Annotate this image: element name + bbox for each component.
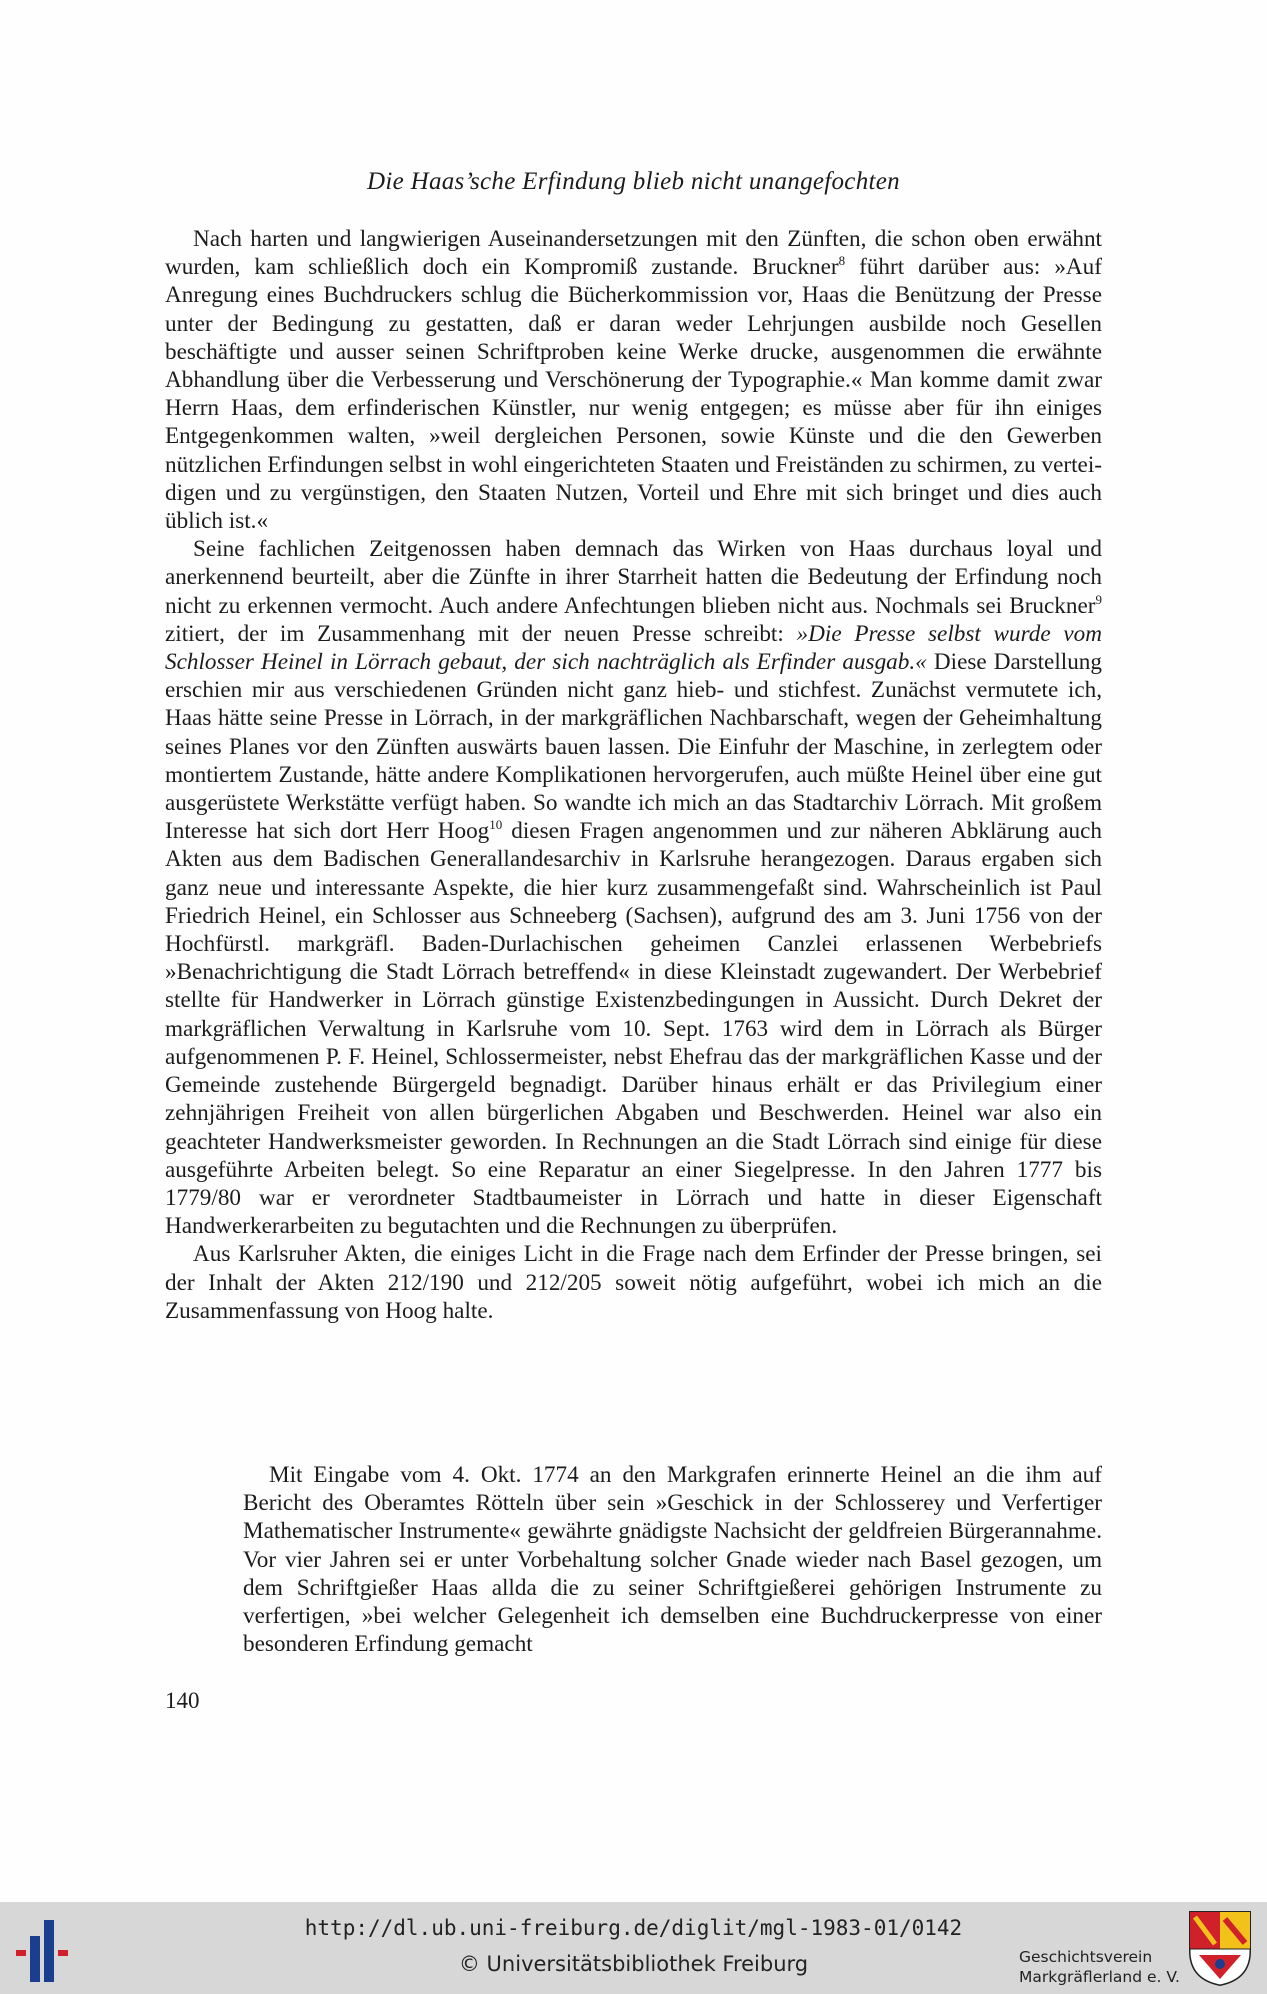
body-text <box>165 225 1102 1325</box>
paragraph-1 <box>165 225 1102 535</box>
page-number: 140 <box>165 1688 200 1713</box>
footnote-ref-9[interactable]: 9 <box>1095 591 1102 607</box>
paragraph-2 <box>165 535 1102 1240</box>
footnote-ref-10[interactable]: 10 <box>489 817 503 833</box>
text-run: Diese Darstellung erschien mir aus verschiedenen Gründen nicht ganz hieb- und stichfest. Zunächst vermutete ich, Haas hätte seine Presse in Lörrach, in der markgräflichen Nachbarschaft, wegen der Geheimhaltung seines Planes vor den Zünften auswärts bauen lassen. Die Einfuhr der Maschine, in zerlegtem oder montiertem Zustande, hätte andere Komplikationen hervorgerufen, auch müßte Heinel über eine gut ausgerüstete Werkstätte verfügt haben. So wandte ich mich an das Stadtarchiv Lörrach. Mit großem Interesse hat sich dort Herr Hoog <box>165 649 1102 845</box>
society-line-1: Geschichtsverein <box>1019 1948 1153 1966</box>
text-run: diesen Fragen angenommen und zur näheren Abklärung auch Akten aus dem Badischen Generallandesarchiv in Karlsruhe herangezogen. Daraus ergaben sich ganz neue und interessante Aspekte, die hier kurz zusammengefaßt sind. Wahrscheinlich ist Paul Friedrich Heinel, ein Schlosser aus Schneeberg (Sachsen), aufgrund des am 3. Juni 1756 von der Hochfürstl. markgräfl. Baden-Durlachischen geheimen Canzlei erlassenen Werbebriefs »Benachrichtigung die Stadt Lörrach betreffend« in diese Kleinstadt zugewandert. Der Werbebrief stellte für Handwerker in Lörrach günstige Existenzbedingungen in Aussicht. Durch Dekret der markgräflichen Verwaltung in Karlsruhe vom 10. Sept. 1763 wird dem in Lörrach als Bürger aufgenommenen P. F. Heinel, Schlossermeister, nebst Ehefrau das der markgräflichen Kasse und der Gemeinde zustehende Bürgergeld begnadigt. Darüber hinaus erhält er das Privilegium einer zehnjährigen Freiheit von allen bürgerlichen Abgaben und Beschwerden. Heinel war also ein geachteter Handwerksmeister geworden. In Rechnungen an die Stadt Lörrach sind einige für diese ausgeführte Arbeiten belegt. So eine Reparatur an einer Siegelpresse. In den Jahren 1777 bis 1779/80 war er verordneter Stadtbaumeister in Lörrach und hatte in dieser Eigenschaft Handwerkerarbeiten zu begutachten und die Rechnungen zu überprüfen. <box>165 818 1102 1240</box>
text-run: zitiert, der im Zusammenhang mit der neuen Presse schreibt: <box>165 620 797 647</box>
paragraph-3: Aus Karlsruher Akten, die einiges Licht in die Frage nach dem Erfinder der Presse bringen, sei der Inhalt der Akten 212/190 und 212/205 soweit nötig aufgeführt, wobei ich mich an die Zusammenfassung von Hoog halte. <box>165 1241 1102 1324</box>
society-name <box>1019 1947 1180 1987</box>
text-run: Nach harten und langwierigen Auseinandersetzungen mit den Zünften, die schon oben erwähnt wurden, kam schließlich doch ein Kompromiß zustande. Bruckner <box>165 226 1102 281</box>
coat-of-arms-icon[interactable] <box>1187 1909 1253 1987</box>
permalink-url[interactable]: http://dl.ub.uni-freiburg.de/diglit/mgl-1983-01/0142 <box>304 1916 963 1940</box>
running-head: Die Haas’sche Erfindung blieb nicht unangefochten <box>367 168 900 195</box>
quote-paragraph: Mit Eingabe vom 4. Okt. 1774 an den Markgrafen erinnerte Heinel an die ihm auf Bericht des Oberamtes Rötteln über sein »Geschick in der Schlosserey und Verfertiger Mathematischer Instrumente« gewährte gnädigste Nachsicht der geldfreien Bürgerannahme. Vor vier Jahren sei er unter Vorbehaltung solcher Gnade wieder nach Basel gezogen, um dem Schriftgießer Haas allda die zu seiner Schriftgießerei gehörigen Instrumente zu verfertigen, »bei welcher Gelegenheit ich demselben eine Buchdruckerpresse von einer besonderen Erfindung gemacht <box>243 1462 1102 1658</box>
text-run: führt darüber aus: »Auf Anregung eines Buchdruckers schlug die Bücherkommission vor, Haas die Benützung der Presse unter der Bedingung zu gestatten, daß er daran weder Lehrjungen ausbilde noch Gesellen beschäftigte und ausser seinen Schriftproben keine Werke drucke, ausgenommen die erwähnte Abhandlung über die Verbesserung und Verschönerung der Typographie.« Man komme damit zwar Herrn Haas, dem erfinderischen Künstler, nur wenig entgegen; es müsse aber für ihn einiges Entgegenkommen walten, »weil dergleichen Personen, sowie Künste und die den Gewerben nützlichen Erfindungen selbst in wohl eingerichteten Staaten und Freiständen zu schirmen, zu verteidigen und zu vergünstigen, den Staaten Nutzen, Vorteil und Ehre mit sich bringet und dies auch üblich ist.« <box>165 254 1102 535</box>
italic-quote: »Die Presse selbst wurde vom Schlosser Heinel in Lörrach gebaut, der sich nachträglich als Erfinder ausgab.« <box>165 620 1102 676</box>
society-line-2: Markgräflerland e. V. <box>1019 1968 1180 1986</box>
footnote-ref-8[interactable]: 8 <box>838 253 846 269</box>
block-quote <box>243 1461 1102 1658</box>
text-run: Seine fachlichen Zeitgenossen haben demnach das Wirken von Haas durchaus loyal und anerkennend beurteilt, aber die Zünfte in ihrer Starrheit hatten die Bedeutung der Erfindung noch nicht zu erkennen vermocht. Auch andere Anfechtungen blieben nicht aus. Nochmals sei Bruckner <box>165 536 1102 619</box>
footer-bar <box>0 1902 1267 1994</box>
copyright-text: © Universitätsbibliothek Freiburg <box>458 1952 809 1976</box>
